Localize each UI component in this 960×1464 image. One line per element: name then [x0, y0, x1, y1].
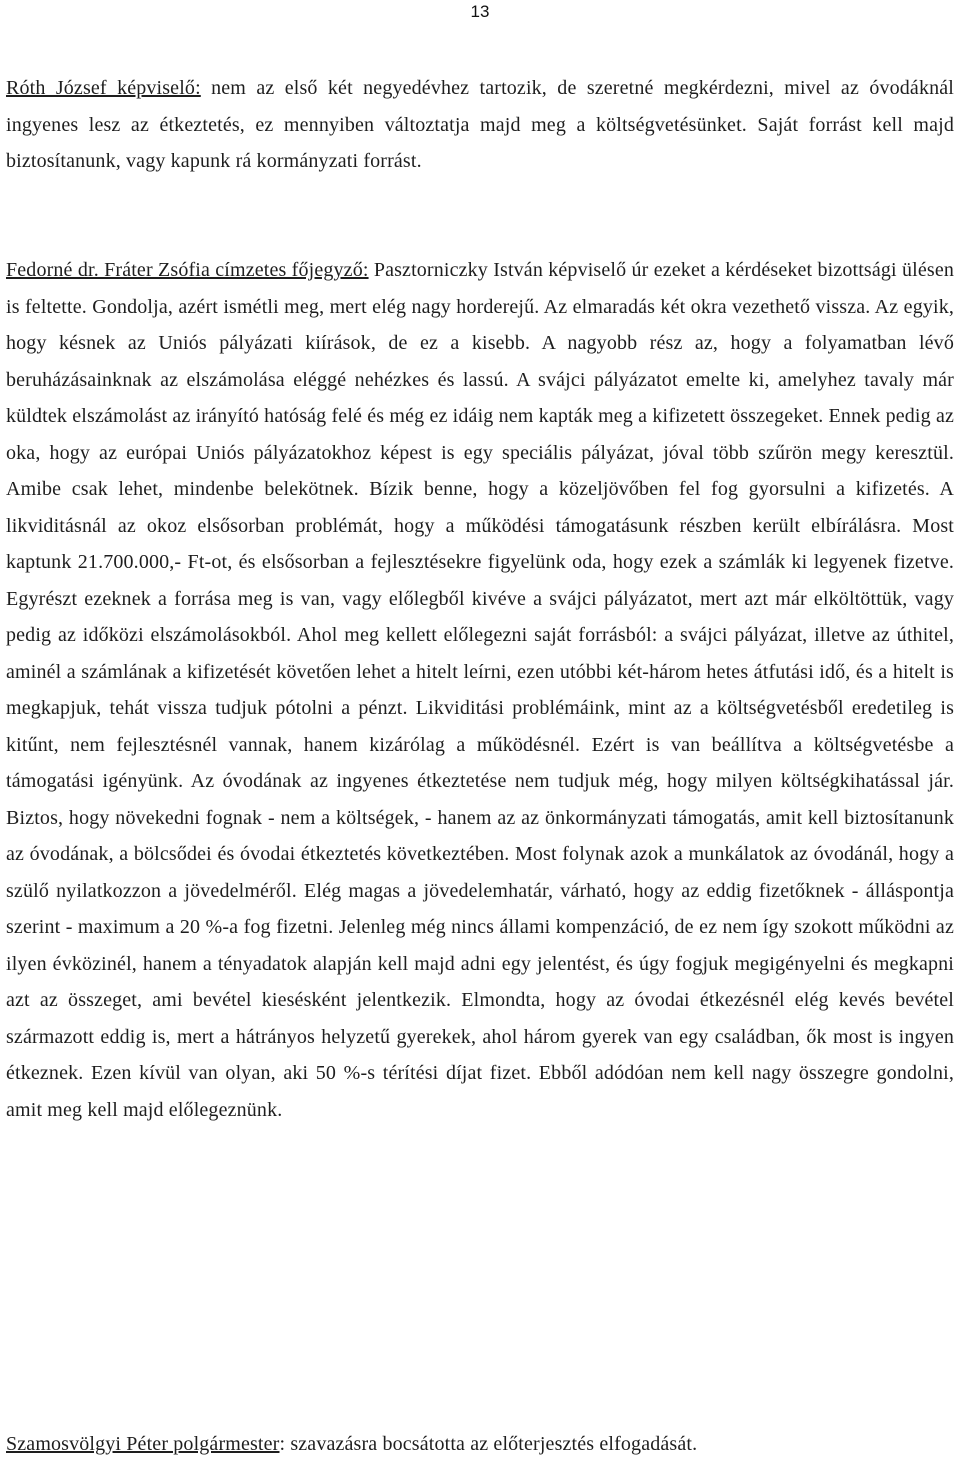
speaker-name: Fedorné dr. Fráter Zsófia címzetes főjegyző:	[6, 259, 369, 281]
paragraph-text: : szavazásra bocsátotta az előterjesztés elfogadását.	[279, 1433, 698, 1455]
paragraph-text: Pasztorniczky István képviselő úr ezeket a kérdéseket bizottsági ülésen is feltette. Gondolja, azért ismétli meg, mert elég nagy horderejű. Az elmaradás két okra vezethető vissza. Az egyik, hogy késnek az Uniós pályázati kiírások, de ez a kisebb. A nagyobb rész az, hogy a folyamatban lévő beruházásainknak az elszámolása eléggé nehézkes és lassú. A svájci pályázatot emelte ki, amelyhez tavaly már küldtek elszámolást az irányító hatóság felé és még ez idáig nem kapták meg a kifizetett összegeket. Ennek pedig az oka, hogy az európai Uniós pályázatokhoz képest is egy speciális pályázat, jóval több szűrön megy keresztül. Amibe csak lehet, mindenbe belekötnek. Bízik benne, hogy a közeljövőben fel fog gyorsulni a kifizetés. A likviditásnál az okoz elsősorban problémát, hogy a működési támogatásunk részben került elbírálásra. Most kaptunk 21.700.000,- Ft-ot, és elsősorban a fejlesztésekre figyelünk oda, hogy ezek a számlák ki legyenek fizetve. Egyrészt ezeknek a forrása meg is van, vagy előlegből kivéve a svájci pályázatot, mert azt már elköltöttük, vagy pedig az időközi elszámolásokból. Ahol meg kellett előlegezni saját forrásból: a svájci pályázat, illetve az úthitel, aminél a számlának a kifizetését követően lehet a hitelt leírni, ezen utóbbi két-három hetes átfutási idő, és a hitelt is megkapjuk, tehát vissza tudjuk pótolni a pénzt. Likviditási problémáink, mint az a költségvetésből eredetileg is kitűnt, nem fejlesztésnél vannak, hanem kizárólag a működésnél. Ezért is van beállítva a költségvetésbe a támogatási igényünk. Az óvodának az ingyenes étkeztetése nem tudjuk még, hogy milyen költségkihatással jár. Biztos, hogy növekedni fognak - nem a költségek, - hanem az az önkormányzati támogatás, amit kell biztosítanunk az óvodának, a bölcsődei és óvodai étkeztetés következtében. Most folynak azok a munkálatok az óvodánál, hogy a szülő nyilatkozzon a jövedelméről. Elég magas a jövedelemhatár, várható, hogy az eddig fizetőknek - álláspontja szerint - maximum a 20 %-a fog fizetni. Jelenleg még nincs állami kompenzáció, de ez nem így szokott működni az ilyen évközinél, hanem a tényadatok alapján kell majd adni egy jelentést, és úgy fogjuk megigényelni és megkapni azt az összeget, ami bevétel kiesésként jelentkezik. Elmondta, hogy az óvodai étkezésnél elég kevés bevétel származott eddig is, mert a hátrányos helyzetű gyerekek, ahol három gyerek van egy családban, ők most is ingyen étkeznek. Ezen kívül van olyan, aki 50 %-s térítési díjat fizet. Ebből adódóan nem kell nagy összegre gondolni, amit meg kell majd előlegeznünk.	[6, 259, 954, 1121]
paragraph-text: nem az első két negyedévhez tartozik, de szeretné megkérdezni, mivel az óvodáknál ingyenes lesz az étkeztetés, ez mennyiben változtatja majd meg a költségvetésünket. Saját forrást kell majd biztosítanunk, vagy kapunk rá kormányzati forrást.	[6, 77, 954, 172]
paragraph-fedorne-frater-zsofia	[6, 252, 954, 1128]
paragraph-szamosvolgyi-peter	[6, 1426, 954, 1463]
speaker-name: Róth József képviselő:	[6, 77, 201, 99]
speaker-name: Szamosvölgyi Péter polgármester	[6, 1433, 280, 1455]
paragraph-roth-jozsef	[6, 70, 954, 180]
page-number: 13	[470, 2, 490, 21]
